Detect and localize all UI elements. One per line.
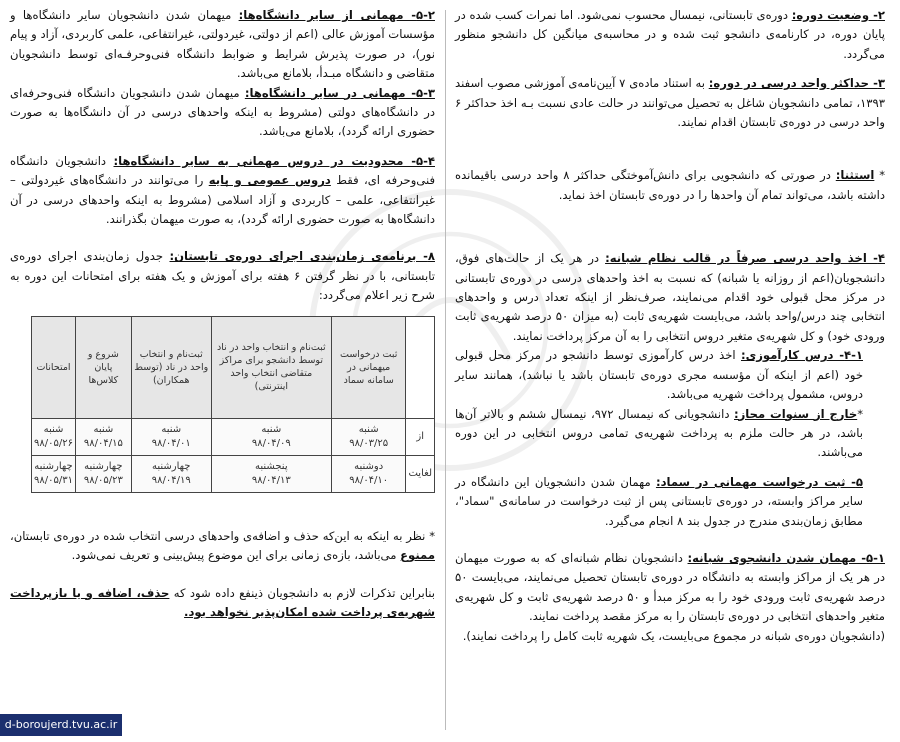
table-cell: چهارشنبه ۹۸/۰۴/۱۹ bbox=[131, 455, 211, 492]
table-cell: شنبه ۹۸/۰۳/۲۵ bbox=[331, 418, 406, 455]
table-cell: شنبه ۹۸/۰۴/۰۱ bbox=[131, 418, 211, 455]
table-cell: شنبه ۹۸/۰۵/۲۶ bbox=[32, 418, 76, 455]
paragraph-add-drop-note: * نظر به اینکه به این‌که حذف و اضافه‌ی واحدهای درسی انتخاب شده در دوره‌ی تابستان، ممنوع می‌باشد، بازه‌ی زمانی برای این موضوع پیش‌بینی و تعریف نمی‌شود. bbox=[10, 528, 435, 563]
paragraph-schedule-intro: ۸- برنامه‌ی زمان‌بندی اجرای دوره‌ی تابستان: جدول زمان‌بندی اجرای دوره‌ی تابستانی، با در نظر گرفتن ۶ هفته برای آموزش و یک هفته برای امتحانات این دوره به شرح زیر اعلام می‌گردد: bbox=[10, 249, 435, 303]
paragraph-guest-in-others: ۵-۳- مهمانی در سایر دانشگاه‌ها: میهمان شدن دانشجویان دانشگاه فنی‌وحرفه‌ای در دانشگاه‌های دولتی (مشروط به اینکه واحدهای درسی در آن دانشگاه‌ها به صورت حضوری ارائه گردد)، بلامانع می‌باشد. bbox=[10, 85, 435, 139]
header-classes: شروع و پایان کلاس‌ها bbox=[76, 316, 132, 418]
paragraph-beyond-terms: *خارج از سنوات مجاز: دانشجویانی که نیمسال ۹۷۲، نیمسال ششم و بالاتر آن‌ها باشد، در هر حالت ملزم به پرداخت شهریه‌ی تمامی دروس انتخابی در این دوره می‌باشند. bbox=[455, 406, 863, 460]
table-cell: چهارشنبه ۹۸/۰۵/۲۳ bbox=[76, 455, 132, 492]
table-cell: دوشنبه ۹۸/۰۴/۱۰ bbox=[331, 455, 406, 492]
paragraph-course-status: ۲- وضعیت دوره: دوره‌ی تابستانی، نیمسال محسوب نمی‌شود. اما نمرات کسب شده در پایان دوره، در کارنامه‌ی دانشجو ثبت شده و در محاسبه‌ی میانگین کل دانشجو منظور می‌گردد. bbox=[455, 8, 885, 61]
table-cell: پنجشنبه ۹۸/۰۴/۱۳ bbox=[211, 455, 331, 492]
paragraph-night-guest-note: (دانشجویان دوره‌ی شبانه در مجموع می‌بایست، یک شهریه ثابت کامل را پرداخت نمایند). bbox=[462, 628, 885, 643]
header-student-registration: ثبت‌نام و انتخاب واحد در ناد توسط دانشجو برای مراکز متقاضی انتخاب واحد اینترنتی) bbox=[211, 316, 331, 418]
site-url-badge[interactable]: d-boroujerd.tvu.ac.ir bbox=[0, 714, 122, 736]
paragraph-samad-request: ۵- ثبت درخواست مهمانی در سماد: مهمان شدن دانشجویان این دانشگاه در سایر مراکز وابسته، در دوره‌ی تابستانی پس از ثبت درخواست در سامانه‌ی "سماد"، مطابق زمان‌بندی مندرج در جدول بند ۸ انجام می‌گیرد. bbox=[455, 474, 863, 528]
header-exams: امتحانات bbox=[32, 316, 76, 418]
paragraph-internship: ۴-۱- درس کارآموزی: اخذ درس کارآموزی توسط دانشجو در مرکز محل قبولی خود (اعم از اینکه آن مؤسسه مجری دوره‌ی تابستان باشد یا نباشد)، همانند سایر دروس، مشمول پرداخت شهریه می‌باشد. bbox=[455, 348, 863, 402]
paragraph-refund-note: بنابراین تذکرات لازم به دانشجویان ذینفع داده شود که حذف، اضافه و یا بازپرداخت شهریه‌ی پرداخت شده امکان‌پذیر نخواهد بود. bbox=[10, 585, 435, 619]
paragraph-guest-from-others: ۵-۲- مهمانی از سایر دانشگاه‌ها: میهمان شدن دانشجویان سایر دانشگاه‌ها و مؤسسات آموزش عالی (اعم از دولتی، غیردولتی، غیرانتفاعی، علمی کاربردی، آزاد و پیام نور)، در صورت پذیرش شرایط و ضوابط دانشگاه فنی‌وحرفـه‌ای توسط دانشجویان متقاضی و دانشگاه مبـدأ، بلامانع می‌باشد. bbox=[10, 8, 435, 81]
right-column bbox=[455, 6, 885, 646]
paragraph-max-units: ۳- حداکثر واحد درسی در دوره: به استناد ماده‌ی ۷ آیین‌نامه‌ی آموزشی مصوب اسفند ۱۳۹۳، تمامی دانشجویان شاغل به تحصیل می‌توانند در حالت عادی نسبت بـه اخذ حداکثر ۶ واحد درسی در دوره‌ی تابستان اقدام نمایند. bbox=[455, 76, 885, 130]
header-samad-request: ثبت درخواست میهمانی در سامانه سماد bbox=[331, 316, 406, 418]
table-row-until bbox=[32, 455, 435, 492]
row-label: لغایت bbox=[406, 455, 435, 492]
table-cell: چهارشنبه ۹۸/۰۵/۳۱ bbox=[32, 455, 76, 492]
header-staff-registration: ثبت‌نام و انتخاب واحد در ناد (توسط همکاران) bbox=[131, 316, 211, 418]
column-divider bbox=[445, 10, 446, 730]
table-row-from bbox=[32, 418, 435, 455]
table-cell: شنبه ۹۸/۰۴/۱۵ bbox=[76, 418, 132, 455]
paragraph-night-system: ۴- اخذ واحد درسی صرفاً در قالب نظام شبانه: در هر یک از حالت‌های فوق، دانشجویان(اعم از روزانه یا شبانه) که نسبت به اخذ واحدهای درسی در دوره‌ی تابستانی در مرکز محل قبولی خود اقدام می‌نمایند، صرف‌نظر از اینکه تعداد درس و واحدهای انتخابی چند درس/واحد باشد، می‌بایست شهریه‌ی ثابت (به میزان ۵۰ درصد شهریه‌ی ثابت ورودی خود) و کل شهریه‌ی متغیر دروس انتخابی را به آن مرکز پرداخت نمایند. bbox=[455, 251, 886, 343]
table-corner-cell bbox=[406, 316, 435, 418]
schedule-table bbox=[31, 316, 435, 493]
row-label: از bbox=[406, 418, 435, 455]
left-column bbox=[10, 6, 435, 622]
schedule-header-row bbox=[32, 316, 435, 418]
paragraph-night-guest: ۵-۱- مهمان شدن دانشجوی شبانه: دانشجویان نظام شبانه‌ای که به صورت میهمان در هر یک از مراکز وابسته به دانشگاه در دوره‌ی تابستان تحصیل می‌نمایند، می‌بایست ۵۰ درصد شهریه‌ی ثابت ورودی خود را به مرکز مبدأ و ۵۰ درصد شهریه‌ی ثابت و کل شهریه‌ی متغیر واحدهای انتخابی در دوره‌ی تابستان را به مرکز مقصد پرداخت نمایند. bbox=[455, 550, 886, 624]
paragraph-guest-limits: ۵-۴- محدودیت در دروس مهمانی به سایر دانشگاه‌ها: دانشجویان دانشگاه فنی‌وحرفه ای، فقط دروس عمومی و پایه را می‌توانند در دانشگاه‌های غیردولتی – غیرانتفاعی، علمی – کاربردی و آزاد اسلامی (مشروط به اینکه واحدهای درسی در آن دانشگاه‌ها به صورت حضوری ارائه گردد)، به صورت میهمان بگذرانند. bbox=[10, 153, 435, 227]
paragraph-exception: * استثنا: در صورتی که دانشجویی برای دانش‌آموختگی حداکثر ۸ واحد درسی باقیمانده داشته باشد، می‌تواند تمام آن واحدها را در دوره‌ی تابستان اخذ نماید. bbox=[455, 168, 885, 202]
table-cell: شنبه ۹۸/۰۴/۰۹ bbox=[211, 418, 331, 455]
